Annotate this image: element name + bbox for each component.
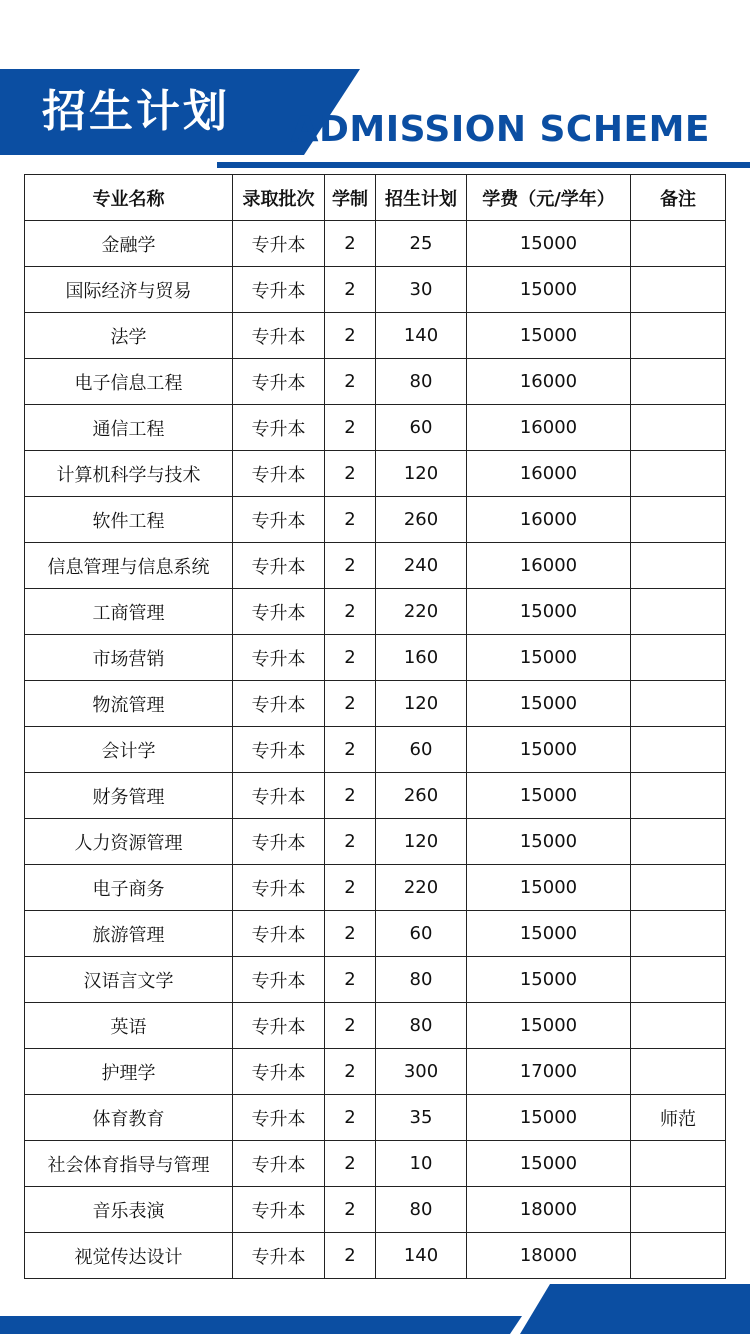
cell-fee: 15000 <box>467 221 631 267</box>
footer-stripe <box>0 1316 522 1334</box>
cell-fee: 16000 <box>467 451 631 497</box>
cell-major: 体育教育 <box>25 1095 233 1141</box>
cell-plan: 220 <box>376 589 467 635</box>
cell-fee: 18000 <box>467 1233 631 1279</box>
table-row <box>25 1095 726 1141</box>
cell-plan: 300 <box>376 1049 467 1095</box>
cell-fee: 15000 <box>467 681 631 727</box>
cell-plan: 160 <box>376 635 467 681</box>
cell-years: 2 <box>325 221 376 267</box>
cell-batch: 专升本 <box>233 773 325 819</box>
table-header-row <box>25 175 726 221</box>
cell-major: 护理学 <box>25 1049 233 1095</box>
cell-plan: 260 <box>376 497 467 543</box>
cell-fee: 15000 <box>467 819 631 865</box>
cell-batch: 专升本 <box>233 819 325 865</box>
cell-years: 2 <box>325 727 376 773</box>
cell-fee: 15000 <box>467 313 631 359</box>
cell-batch: 专升本 <box>233 635 325 681</box>
cell-years: 2 <box>325 1187 376 1233</box>
cell-years: 2 <box>325 911 376 957</box>
cell-years: 2 <box>325 819 376 865</box>
cell-note <box>631 957 726 1003</box>
cell-fee: 15000 <box>467 1003 631 1049</box>
table-row <box>25 221 726 267</box>
table-row <box>25 819 726 865</box>
cell-major: 金融学 <box>25 221 233 267</box>
cell-batch: 专升本 <box>233 543 325 589</box>
cell-plan: 60 <box>376 911 467 957</box>
cell-note <box>631 589 726 635</box>
cell-years: 2 <box>325 405 376 451</box>
cell-major: 工商管理 <box>25 589 233 635</box>
cell-major: 汉语言文学 <box>25 957 233 1003</box>
cell-note <box>631 773 726 819</box>
table-row <box>25 865 726 911</box>
column-header-batch: 录取批次 <box>233 175 325 221</box>
cell-years: 2 <box>325 635 376 681</box>
table-row <box>25 1141 726 1187</box>
table-row <box>25 957 726 1003</box>
cell-fee: 15000 <box>467 1141 631 1187</box>
cell-note <box>631 359 726 405</box>
cell-batch: 专升本 <box>233 865 325 911</box>
cell-major: 财务管理 <box>25 773 233 819</box>
cell-plan: 35 <box>376 1095 467 1141</box>
cell-note <box>631 819 726 865</box>
cell-note <box>631 727 726 773</box>
cell-note <box>631 1003 726 1049</box>
cell-years: 2 <box>325 543 376 589</box>
cell-batch: 专升本 <box>233 497 325 543</box>
cell-note <box>631 451 726 497</box>
cell-major: 视觉传达设计 <box>25 1233 233 1279</box>
cell-major: 社会体育指导与管理 <box>25 1141 233 1187</box>
cell-years: 2 <box>325 1233 376 1279</box>
table-body <box>25 221 726 1279</box>
cell-note <box>631 405 726 451</box>
cell-plan: 30 <box>376 267 467 313</box>
page-title: 招生计划 <box>42 86 230 137</box>
cell-fee: 16000 <box>467 497 631 543</box>
cell-fee: 18000 <box>467 1187 631 1233</box>
cell-years: 2 <box>325 957 376 1003</box>
cell-note <box>631 1233 726 1279</box>
cell-major: 会计学 <box>25 727 233 773</box>
cell-note: 师范 <box>631 1095 726 1141</box>
cell-batch: 专升本 <box>233 1141 325 1187</box>
column-header-major: 专业名称 <box>25 175 233 221</box>
cell-plan: 60 <box>376 405 467 451</box>
cell-note <box>631 497 726 543</box>
cell-plan: 80 <box>376 957 467 1003</box>
table-row <box>25 1003 726 1049</box>
cell-plan: 80 <box>376 1003 467 1049</box>
cell-major: 电子信息工程 <box>25 359 233 405</box>
cell-fee: 16000 <box>467 359 631 405</box>
cell-note <box>631 1049 726 1095</box>
cell-major: 通信工程 <box>25 405 233 451</box>
table-row <box>25 543 726 589</box>
cell-batch: 专升本 <box>233 589 325 635</box>
cell-batch: 专升本 <box>233 911 325 957</box>
cell-fee: 16000 <box>467 543 631 589</box>
table-row <box>25 1233 726 1279</box>
cell-years: 2 <box>325 1141 376 1187</box>
cell-major: 法学 <box>25 313 233 359</box>
cell-plan: 220 <box>376 865 467 911</box>
cell-plan: 25 <box>376 221 467 267</box>
cell-note <box>631 1141 726 1187</box>
cell-years: 2 <box>325 451 376 497</box>
cell-batch: 专升本 <box>233 1003 325 1049</box>
cell-plan: 10 <box>376 1141 467 1187</box>
cell-fee: 15000 <box>467 727 631 773</box>
admission-table <box>24 174 726 1279</box>
cell-years: 2 <box>325 267 376 313</box>
cell-batch: 专升本 <box>233 727 325 773</box>
cell-note <box>631 543 726 589</box>
cell-note <box>631 313 726 359</box>
cell-plan: 140 <box>376 313 467 359</box>
cell-plan: 120 <box>376 451 467 497</box>
admission-table-container <box>24 174 725 1279</box>
cell-batch: 专升本 <box>233 681 325 727</box>
column-header-years: 学制 <box>325 175 376 221</box>
cell-years: 2 <box>325 1095 376 1141</box>
cell-fee: 15000 <box>467 957 631 1003</box>
cell-major: 信息管理与信息系统 <box>25 543 233 589</box>
cell-batch: 专升本 <box>233 957 325 1003</box>
cell-batch: 专升本 <box>233 313 325 359</box>
cell-years: 2 <box>325 497 376 543</box>
cell-batch: 专升本 <box>233 405 325 451</box>
table-row <box>25 635 726 681</box>
cell-batch: 专升本 <box>233 1049 325 1095</box>
cell-major: 英语 <box>25 1003 233 1049</box>
cell-batch: 专升本 <box>233 1095 325 1141</box>
cell-years: 2 <box>325 1003 376 1049</box>
cell-major: 国际经济与贸易 <box>25 267 233 313</box>
table-row <box>25 589 726 635</box>
cell-major: 人力资源管理 <box>25 819 233 865</box>
cell-years: 2 <box>325 589 376 635</box>
cell-plan: 120 <box>376 819 467 865</box>
cell-batch: 专升本 <box>233 451 325 497</box>
table-row <box>25 727 726 773</box>
table-row <box>25 267 726 313</box>
cell-major: 物流管理 <box>25 681 233 727</box>
table-row <box>25 1187 726 1233</box>
table-row <box>25 405 726 451</box>
cell-batch: 专升本 <box>233 359 325 405</box>
cell-plan: 140 <box>376 1233 467 1279</box>
cell-fee: 16000 <box>467 405 631 451</box>
cell-batch: 专升本 <box>233 1233 325 1279</box>
cell-fee: 15000 <box>467 911 631 957</box>
cell-batch: 专升本 <box>233 267 325 313</box>
column-header-plan: 招生计划 <box>376 175 467 221</box>
cell-fee: 15000 <box>467 267 631 313</box>
cell-major: 计算机科学与技术 <box>25 451 233 497</box>
cell-major: 市场营销 <box>25 635 233 681</box>
cell-batch: 专升本 <box>233 1187 325 1233</box>
cell-years: 2 <box>325 313 376 359</box>
footer-corner <box>520 1284 750 1334</box>
header-divider <box>217 162 750 168</box>
cell-plan: 60 <box>376 727 467 773</box>
cell-note <box>631 911 726 957</box>
cell-years: 2 <box>325 681 376 727</box>
cell-major: 电子商务 <box>25 865 233 911</box>
cell-years: 2 <box>325 865 376 911</box>
table-row <box>25 681 726 727</box>
cell-plan: 120 <box>376 681 467 727</box>
cell-note <box>631 635 726 681</box>
cell-plan: 80 <box>376 359 467 405</box>
table-row <box>25 313 726 359</box>
cell-note <box>631 865 726 911</box>
cell-years: 2 <box>325 773 376 819</box>
table-row <box>25 497 726 543</box>
cell-note <box>631 681 726 727</box>
table-row <box>25 451 726 497</box>
cell-fee: 15000 <box>467 589 631 635</box>
table-row <box>25 1049 726 1095</box>
cell-plan: 80 <box>376 1187 467 1233</box>
cell-fee: 15000 <box>467 865 631 911</box>
cell-fee: 15000 <box>467 1095 631 1141</box>
table-row <box>25 773 726 819</box>
cell-note <box>631 1187 726 1233</box>
column-header-note: 备注 <box>631 175 726 221</box>
cell-fee: 15000 <box>467 773 631 819</box>
cell-fee: 17000 <box>467 1049 631 1095</box>
table-row <box>25 911 726 957</box>
cell-years: 2 <box>325 1049 376 1095</box>
column-header-fee: 学费（元/学年） <box>467 175 631 221</box>
cell-note <box>631 221 726 267</box>
cell-batch: 专升本 <box>233 221 325 267</box>
cell-major: 软件工程 <box>25 497 233 543</box>
cell-fee: 15000 <box>467 635 631 681</box>
cell-major: 旅游管理 <box>25 911 233 957</box>
page-subtitle: ADMISSION SCHEME <box>290 109 710 150</box>
table-row <box>25 359 726 405</box>
cell-major: 音乐表演 <box>25 1187 233 1233</box>
cell-plan: 260 <box>376 773 467 819</box>
cell-years: 2 <box>325 359 376 405</box>
cell-note <box>631 267 726 313</box>
cell-plan: 240 <box>376 543 467 589</box>
